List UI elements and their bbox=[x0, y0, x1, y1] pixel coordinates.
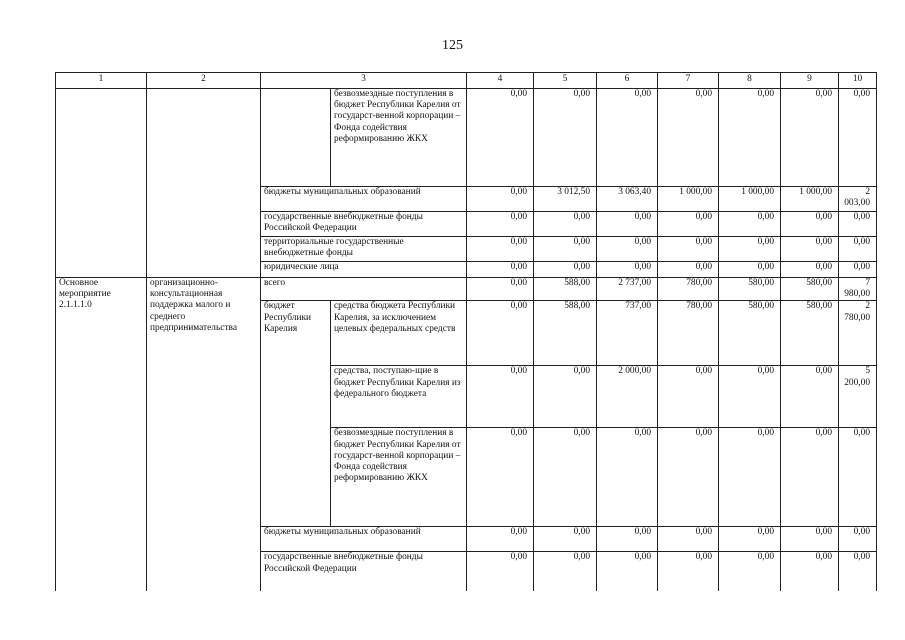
value-cell: 0,00 bbox=[467, 262, 534, 278]
value-cell: 0,00 bbox=[839, 212, 877, 237]
value-cell: 2 737,00 bbox=[597, 278, 658, 301]
value-cell: 3 063,40 bbox=[597, 187, 658, 212]
source-cell: юридические лица bbox=[261, 262, 467, 278]
value-cell: 2 003,00 bbox=[839, 187, 877, 212]
value-cell: 0,00 bbox=[597, 552, 658, 591]
value-cell: 0,00 bbox=[719, 552, 781, 591]
column-header: 7 bbox=[658, 73, 719, 89]
table-row bbox=[56, 278, 877, 301]
value-cell: 0,00 bbox=[467, 428, 534, 527]
value-cell: 0,00 bbox=[534, 527, 597, 552]
value-cell: 0,00 bbox=[839, 237, 877, 262]
value-cell: 0,00 bbox=[597, 428, 658, 527]
value-cell: 588,00 bbox=[534, 301, 597, 366]
source-cell: государственные внебюджетные фонды Российской Федерации bbox=[261, 212, 467, 237]
column-header: 4 bbox=[467, 73, 534, 89]
value-cell: 0,00 bbox=[839, 262, 877, 278]
value-cell: 580,00 bbox=[719, 278, 781, 301]
value-cell: 0,00 bbox=[534, 212, 597, 237]
source-cell: бюджеты муниципальных образований bbox=[261, 527, 467, 552]
value-cell: 1 000,00 bbox=[781, 187, 839, 212]
value-cell: 0,00 bbox=[534, 552, 597, 591]
column-header: 6 bbox=[597, 73, 658, 89]
budget-group-cell bbox=[261, 89, 331, 187]
column-header: 9 bbox=[781, 73, 839, 89]
value-cell: 0,00 bbox=[534, 262, 597, 278]
value-cell: 780,00 bbox=[658, 301, 719, 366]
value-cell: 3 012,50 bbox=[534, 187, 597, 212]
source-cell: безвозмездные поступления в бюджет Республики Карелия от государст-венной корпорации – Фонда содействия реформированию ЖКХ bbox=[331, 89, 467, 187]
value-cell: 0,00 bbox=[781, 212, 839, 237]
value-cell: 0,00 bbox=[781, 366, 839, 428]
value-cell: 0,00 bbox=[658, 366, 719, 428]
value-cell: 0,00 bbox=[597, 237, 658, 262]
value-cell: 0,00 bbox=[781, 237, 839, 262]
value-cell: 580,00 bbox=[781, 301, 839, 366]
column-header: 2 bbox=[147, 73, 261, 89]
value-cell: 0,00 bbox=[467, 89, 534, 187]
column-header-row bbox=[56, 73, 877, 89]
value-cell: 2 000,00 bbox=[597, 366, 658, 428]
column-header: 3 bbox=[261, 73, 467, 89]
column-header: 10 bbox=[839, 73, 877, 89]
page-number: 125 bbox=[442, 38, 463, 53]
status-cell bbox=[56, 89, 147, 278]
value-cell: 0,00 bbox=[534, 366, 597, 428]
source-cell: государственные внебюджетные фонды Российской Федерации bbox=[261, 552, 467, 591]
source-cell: средства бюджета Республики Карелия, за исключением целевых федеральных средств bbox=[331, 301, 467, 366]
value-cell: 0,00 bbox=[781, 428, 839, 527]
value-cell: 0,00 bbox=[534, 428, 597, 527]
value-cell: 780,00 bbox=[658, 278, 719, 301]
value-cell: 0,00 bbox=[839, 428, 877, 527]
column-header: 8 bbox=[719, 73, 781, 89]
value-cell: 0,00 bbox=[658, 262, 719, 278]
value-cell: 0,00 bbox=[781, 262, 839, 278]
value-cell: 0,00 bbox=[719, 212, 781, 237]
value-cell: 0,00 bbox=[781, 552, 839, 591]
column-header: 5 bbox=[534, 73, 597, 89]
value-cell: 0,00 bbox=[781, 527, 839, 552]
value-cell: 580,00 bbox=[781, 278, 839, 301]
value-cell: 0,00 bbox=[597, 262, 658, 278]
value-cell: 0,00 bbox=[839, 552, 877, 591]
value-cell: 0,00 bbox=[467, 552, 534, 591]
value-cell: 0,00 bbox=[534, 237, 597, 262]
value-cell: 0,00 bbox=[467, 366, 534, 428]
value-cell: 0,00 bbox=[658, 527, 719, 552]
value-cell: 0,00 bbox=[467, 527, 534, 552]
value-cell: 7 980,00 bbox=[839, 278, 877, 301]
source-cell: бюджеты муниципальных образований bbox=[261, 187, 467, 212]
value-cell: 0,00 bbox=[467, 187, 534, 212]
value-cell: 0,00 bbox=[719, 366, 781, 428]
table-row bbox=[56, 89, 877, 187]
source-cell: территориальные государственные внебюджетные фонды bbox=[261, 237, 467, 262]
value-cell: 588,00 bbox=[534, 278, 597, 301]
measure-status-cell: Основное мероприятие 2.1.1.1.0 bbox=[56, 278, 147, 591]
measure-name-cell: организационно-консультационная поддержка малого и среднего предпринимательства bbox=[147, 278, 261, 591]
value-cell: 5 200,00 bbox=[839, 366, 877, 428]
value-cell: 0,00 bbox=[719, 89, 781, 187]
source-cell: безвозмездные поступления в бюджет Республики Карелия от государст-венной корпорации – Фонда содействия реформированию ЖКХ bbox=[331, 428, 467, 527]
value-cell: 0,00 bbox=[839, 89, 877, 187]
source-cell: всего bbox=[261, 278, 467, 301]
value-cell: 1 000,00 bbox=[719, 187, 781, 212]
value-cell: 0,00 bbox=[719, 262, 781, 278]
value-cell: 1 000,00 bbox=[658, 187, 719, 212]
value-cell: 0,00 bbox=[467, 237, 534, 262]
value-cell: 0,00 bbox=[781, 89, 839, 187]
value-cell: 0,00 bbox=[467, 212, 534, 237]
value-cell: 737,00 bbox=[597, 301, 658, 366]
value-cell: 0,00 bbox=[658, 237, 719, 262]
value-cell: 0,00 bbox=[658, 89, 719, 187]
value-cell: 0,00 bbox=[597, 527, 658, 552]
source-cell: средства, поступаю-щие в бюджет Республики Карелия из федерального бюджета bbox=[331, 366, 467, 428]
value-cell: 0,00 bbox=[719, 527, 781, 552]
budget-group-cell: бюджет Республики Карелия bbox=[261, 301, 331, 527]
funding-table bbox=[55, 72, 877, 591]
value-cell: 0,00 bbox=[719, 428, 781, 527]
value-cell: 0,00 bbox=[467, 278, 534, 301]
value-cell: 0,00 bbox=[597, 89, 658, 187]
value-cell: 580,00 bbox=[719, 301, 781, 366]
value-cell: 0,00 bbox=[719, 237, 781, 262]
value-cell: 0,00 bbox=[658, 428, 719, 527]
value-cell: 0,00 bbox=[839, 527, 877, 552]
value-cell: 0,00 bbox=[467, 301, 534, 366]
value-cell: 0,00 bbox=[597, 212, 658, 237]
value-cell: 0,00 bbox=[658, 552, 719, 591]
column-header: 1 bbox=[56, 73, 147, 89]
value-cell: 0,00 bbox=[534, 89, 597, 187]
value-cell: 2 780,00 bbox=[839, 301, 877, 366]
value-cell: 0,00 bbox=[658, 212, 719, 237]
name-cell bbox=[147, 89, 261, 278]
